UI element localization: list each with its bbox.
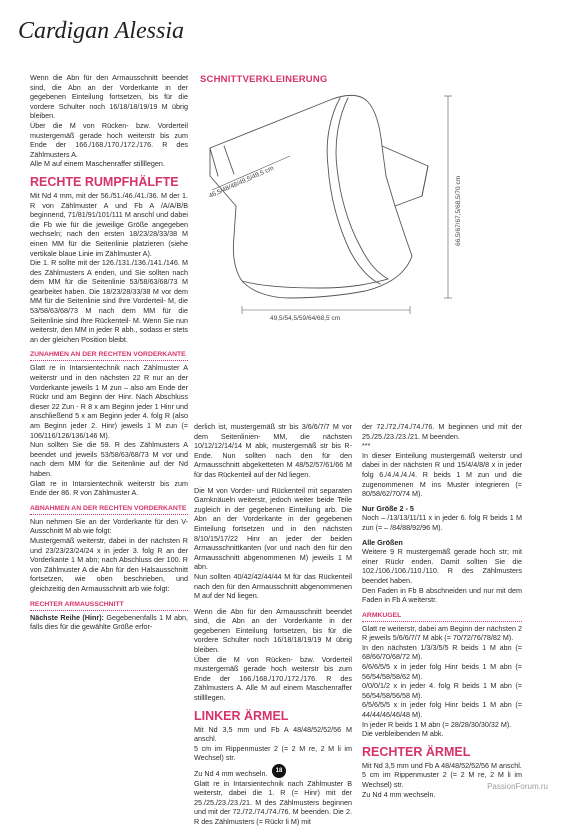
page-number: 18 [272,764,286,778]
paragraph-text: Gegebenenfalls 1 M abn, falls dies für die gewählte Größe erfor- [30,612,188,632]
paragraph: 0/0/0/1/2 x in jeder 4. folg R beids 1 M abn (= 56/54/58/56/58 M). [362,681,522,700]
width-dimension-label: 49,5/54,5/59/64/68,5 cm [270,315,341,322]
subheading-rechter-armausschnitt: RECHTER ARMAUSSCHNITT [30,600,188,611]
subheading-armkugel: ARMKUGEL [362,611,522,622]
paragraph [30,613,188,632]
schematic-diagram [190,86,550,416]
paragraph: Glatt re in Intarsientechnik nach Zählmuster B weiterstr, dabei die 1. R (= Hinr) mit der 25./25./23./23./21. M des Zählmusters beginnen und mit der 72./72./74./74./76. M beenden. Die 2. R des Zählmusters (= Rückr li M) mit [194,778,352,826]
paragraph: Weitere 9 R mustergemäß gerade hoch str; mit einer Rückr enden. Damit sollten Sie die 102./106./106./110./110. R des Zählmusters beendet haben. [362,547,522,585]
watermark: PassionForum.ru [487,782,548,791]
paragraph: Die M von Vorder- und Rückenteil mit separaten Garnknäueln weiterstr, jedoch weiter beide Teile zugleich in der gegebenen Einteilung arb. Die Abn an der Vorderkante in der gegebenen Einteilung fortsetzen und in den nächsten 8/10/15/17/22 Hinr an jeder der beiden Armausschnittkanten (vor und nach den für den Armausschnitt abgenommenen M) jeweils 1 M abn. [194,485,352,572]
paragraph: Glatt re weiterstr, dabei am Beginn der nächsten 2 R jeweils 5/6/6/7/7 M abk (= 70/72/76/78/82 M). [362,623,522,643]
paragraph: In den nächsten 1/3/3/5/5 R beids 1 M abn (= 68/66/70/68/72 M). [362,642,522,662]
page-title: Cardigan Alessia [18,18,185,44]
sleeve-cuff [210,148,218,176]
paragraph: Die verbleibenden M abk. [362,729,444,739]
paragraph: Mit Nd 4 mm, mit der 56./51./46./41./36. M der 1. R von Zählmuster A und Fb A /A/A/B/B beginnend, 71/81/91/101/111 M anschl und dabei die Fb wie für die jeweilige Größe angegeben wechseln; nach den ersten 18/23/28/33/38 M einen MM für die Seitenlinie platzieren (siehe vertikale blaue Linie im Zählmuster A). [30,190,188,258]
section-heading-rechte-rumpfhaelfte: RECHTE RUMPFHÄLFTE [30,174,179,189]
section-heading-rechter-aermel: RECHTER ÄRMEL [362,744,471,759]
paragraph: Mit Nd 3,5 mm und Fb A 48/48/52/52/56 M anschl. [362,760,522,770]
sleeve-inner-line [224,146,234,174]
paragraph: Zu Nd 4 mm wechseln. [362,789,436,799]
paragraph: Die 1. R sollte mit der 126./131./136./141./146. M des Zählmusters A enden, und Sie sollten nach dem MM für die Seitenlinie 53/58/63/68/73 M gearbeitet haben. Die 18/23/28/33/38 M vor dem MM für die Seitenlinie sind Ihre Vorderteil- M, die 53/58/63/68/73 M nach dem MM für die Seitenlinie sind Ihre Rückenteil- M. Wenn Sie nun weiterstr, den MM in jeder R abh., sodass er stets an der gleichen Position bleibt. [30,258,188,344]
lead-label: Nächste Reihe (Hinr): [30,612,104,622]
paragraph: Wenn die Abn für den Armausschnitt beendet sind, die Abn an der Vorderkante in der gegebenen Einteilung fortsetzen, bis für die vordere Schulter noch 16/18/18/19/19 M übrig bleiben. [30,73,188,121]
subheading-nur-groesse: Nur Größe 2 - 5 [362,503,414,513]
paragraph: Glatt re in Intarsientechnik weiterstr bis zum Ende der 86. R von Zählmuster A. [30,478,188,498]
garment-outline [207,95,412,298]
hem-line [242,279,388,288]
paragraph: 5 cm im Rippenmuster 2 (= 2 M re, 2 M li im Wechsel) str. [362,770,522,789]
subheading-zunahmen: ZUNAHMEN AN DER RECHTEN VORDERKANTE [30,350,188,361]
subheading-alle-groessen: Alle Größen [362,537,403,547]
paragraph: Über die M von Rücken- bzw. Vorderteil mustergemäß gerade hoch weiterstr bis zum Ende der 166./168./170./172./176. R des Zählmusters A. [30,120,188,159]
paragraph: Mit Nd 3,5 mm und Fb A 48/48/52/52/56 M anschl. [194,724,352,744]
text-column-1 [30,73,188,632]
paragraph: Über die M von Rücken- bzw. Vorderteil mustergemäß gerade hoch weiterstr bis zum Ende der 166./168./170./172./176. R des Zählmusters A. Alle M auf einem Maschenraffer stillllegen. [194,654,352,703]
paragraph: Zu Nd 4 mm wechseln. [194,769,268,778]
paragraph: der 72./72./74./74./76. M beginnen und mit der 25./25./23./23./21. M beenden. [362,422,522,441]
paragraph: derlich ist, mustergemäß str bis 3/6/6/7/7 M vor dem Seitenlinien- MM, die nächsten 10/12/12/14/14 M abk, mustergemäß str bis R-Ende. Nun sollten nach den für den Armausschnitt abgeketteten M 48/52/57/61/66 M für das Rückenteil auf der Nd liegen. [194,422,352,479]
diagram-heading: SCHNITTVERKLEINERUNG [200,74,328,85]
paragraph: Nun sollten Sie die 59. R des Zählmusters A beendet und jeweils 53/58/63/68/73 M vor und nach dem MM für die Seitenlinie auf der Nd haben. [30,440,188,478]
paragraph: Nun sollten 40/42/42/44/44 M für das Rückenteil nach den für den Armausschnitt abgenommenen M auf der Nd liegen. [194,571,352,601]
paragraph: 5 cm im Rippenmuster 2 (= 2 M re, 2 M li im Wechsel) str. [194,743,352,763]
paragraph: Alle M auf einem Maschenraffer stillllegen. [30,159,165,169]
paragraph: Nun nehmen Sie an der Vorderkante für den V- Ausschnitt M ab wie folgt: [30,516,188,536]
paragraph: Glatt re in Intarsientechnik nach Zählmuster A weiterstr und in den nächsten 22 R nur an der Vorderkante jeweils 1 M zun – also am Ende der Rückr und am Beginn der Hinr. Nach Abschluss dieser 22 Zun - R 8 x am Beginn jeder 1 Hinr und anschließend 5 x am Beginn jeder 4. folg R (also am Beginn jeder 2. Hinr) jeweils 1 M zun (= 106/116/126/136/146 M). [30,363,188,440]
separator-stars: *** [362,441,371,451]
length-dimension-label: 66,5/67/67,5/68,5/70 cm [455,175,462,246]
text-column-3 [362,422,522,799]
subheading-abnahmen: ABNAHMEN AN DER RECHTEN VORDERKANTE [30,504,188,515]
paragraph: In jeder R beids 1 M abn (= 28/28/30/30/32 M). [362,719,512,729]
right-sleeve [382,146,428,206]
paragraph: 6/6/6/5/5 x in jeder folg Hinr beids 1 M abn (= 56/54/58/58/62 M). [362,662,522,681]
front-band-inner [336,98,388,279]
section-heading-linker-aermel: LINKER ÄRMEL [194,708,289,723]
front-band [327,98,380,284]
paragraph: Wenn die Abn für den Armausschnitt beendet sind, die Abn an der Vorderkante in der gegebenen Einteilung fortsetzen, bis für die vordere Schulter noch 16/18/18/19/19 M übrig bleiben. [194,606,352,655]
paragraph: In dieser Einteilung mustergemäß weiterstr und dabei in der nächsten R und 15/4/4/8/8 x in jeder folg 6./4./4./4./4. R beids 1 M zun und die zugenommenen M ins Muster integrieren (= 80/58/62/70/74 M). [362,450,522,499]
paragraph: Noch – /13/13/11/11 x in jeder 6. folg R beids 1 M zun (= – /84/88/92/96 M). [362,513,522,532]
sleeve-dimension-line [212,156,290,190]
sleeve-dimension-label: 46,5/48/48/49,5/49,5 cm [207,164,275,200]
paragraph: Mustergemäß weiterstr, dabei in der nächsten R und 23/23/23/24/24 x in jeder 3. folg R an der Vorderkante 1 M abn; nach Abschluss der 100. R von Zählmuster A die Abn für den Halsausschnitt fortsetzen, wie oben beschrieben, und gleichzeitig den Armausschnitt arb wie folgt: [30,535,188,593]
paragraph: 6/5/6/5/5 x in jeder folg Hinr beids 1 M abn (= 44/44/46/46/48 M). [362,700,522,720]
right-sleeve-band [422,166,428,196]
paragraph: Den Faden in Fb B abschneiden und nur mit dem Faden in Fb A weiterstr. [362,585,522,605]
